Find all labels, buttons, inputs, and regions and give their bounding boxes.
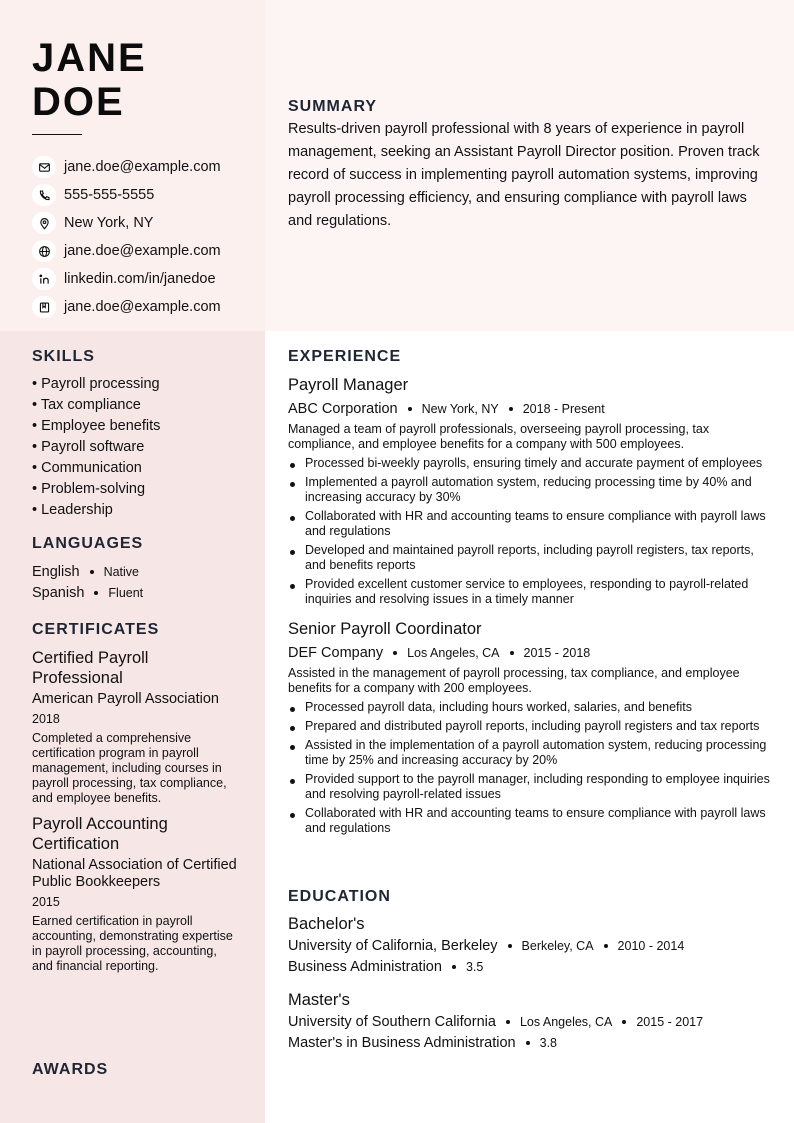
certificate-item bbox=[32, 648, 237, 806]
globe-icon bbox=[32, 240, 56, 262]
job-title: Payroll Manager bbox=[288, 376, 409, 394]
education-entry bbox=[288, 990, 774, 1053]
linkedin-icon bbox=[32, 268, 56, 290]
contact-linkedin[interactable] bbox=[32, 265, 221, 293]
skills-heading: SKILLS bbox=[32, 348, 95, 365]
certificates-heading: CERTIFICATES bbox=[32, 621, 160, 638]
job-bullet: Processed payroll data, including hours worked, salaries, and benefits bbox=[288, 700, 774, 715]
certificate-name: Payroll Accounting Certification bbox=[32, 815, 168, 853]
skill-item: • Payroll processing bbox=[32, 376, 160, 392]
degree: Bachelor's bbox=[288, 915, 365, 933]
first-name: JANE bbox=[32, 36, 147, 80]
certificate-year: 2015 bbox=[32, 895, 60, 909]
certificate-description: Completed a comprehensive certification program in payroll management, including courses in payroll processing, tax compliance, and employee benefits. bbox=[32, 731, 227, 805]
certificate-description: Earned certification in payroll accounting, demonstrating expertise in payroll processing, accounting, and financial reporting. bbox=[32, 914, 233, 973]
job-entry bbox=[288, 619, 774, 836]
contact-list bbox=[32, 153, 221, 321]
skill-item: • Tax compliance bbox=[32, 397, 141, 413]
field-of-study: Business Administration bbox=[288, 958, 442, 975]
school-location: Los Angeles, CA bbox=[519, 1014, 613, 1029]
experience-list bbox=[288, 375, 774, 848]
summary-heading: SUMMARY bbox=[288, 98, 378, 115]
skill-item: • Problem-solving bbox=[32, 481, 146, 497]
job-bullet: Collaborated with HR and accounting teams to ensure compliance with payroll laws and regulations bbox=[288, 509, 774, 539]
location-pin-icon bbox=[32, 212, 56, 234]
education-field-row bbox=[288, 1032, 774, 1053]
separator-dot bbox=[506, 1020, 510, 1024]
certificate-item bbox=[32, 814, 237, 974]
school-location: Berkeley, CA bbox=[521, 938, 594, 953]
certificate-issuer: American Payroll Association bbox=[32, 691, 219, 707]
language-item bbox=[32, 561, 143, 582]
skills-list bbox=[32, 374, 160, 521]
contact-email[interactable] bbox=[32, 153, 221, 181]
certificate-name: Certified Payroll Professional bbox=[32, 649, 149, 687]
education-list bbox=[288, 914, 774, 1066]
contact-location bbox=[32, 209, 221, 237]
language-name: Spanish bbox=[32, 584, 85, 601]
languages-list bbox=[32, 561, 143, 603]
job-bullet: Implemented a payroll automation system, reducing processing time by 40% and increasing accuracy by 30% bbox=[288, 475, 774, 505]
job-location: Los Angeles, CA bbox=[407, 645, 500, 660]
separator-dot bbox=[604, 944, 608, 948]
education-field-row bbox=[288, 956, 774, 977]
job-title: Senior Payroll Coordinator bbox=[288, 620, 482, 638]
job-location: New York, NY bbox=[421, 401, 499, 416]
education-entry bbox=[288, 914, 774, 977]
separator-dot bbox=[393, 651, 397, 655]
certificate-year: 2018 bbox=[32, 712, 60, 726]
job-meta bbox=[288, 397, 774, 420]
education-meta bbox=[288, 1011, 774, 1032]
awards-heading: AWARDS bbox=[32, 1061, 109, 1078]
job-meta bbox=[288, 641, 774, 664]
contact-website-text: jane.doe@example.com bbox=[64, 243, 221, 259]
language-item bbox=[32, 582, 143, 603]
bookmark-icon bbox=[32, 296, 56, 318]
job-summary: Managed a team of payroll professionals, overseeing payroll processing, tax compliance, and employee benefits for a company with 500 employees. bbox=[288, 422, 710, 451]
separator-dot bbox=[90, 570, 94, 574]
education-meta bbox=[288, 935, 774, 956]
contact-phone[interactable] bbox=[32, 181, 221, 209]
company-name: ABC Corporation bbox=[288, 400, 398, 417]
phone-icon bbox=[32, 184, 56, 206]
language-level: Native bbox=[103, 564, 139, 579]
job-bullet: Collaborated with HR and accounting teams to ensure compliance with payroll laws and regulations bbox=[288, 806, 774, 836]
separator-dot bbox=[508, 944, 512, 948]
job-summary: Assisted in the management of payroll processing, tax compliance, and employee benefits for a company with 200 employees. bbox=[288, 666, 740, 695]
job-bullets bbox=[288, 700, 774, 836]
job-bullet: Assisted in the implementation of a payroll automation system, reducing processing time by 25% and increasing accuracy by 20% bbox=[288, 738, 774, 768]
job-entry bbox=[288, 375, 774, 607]
contact-phone-text: 555-555-5555 bbox=[64, 187, 155, 203]
contact-email-text: jane.doe@example.com bbox=[64, 159, 221, 175]
contact-website[interactable] bbox=[32, 237, 221, 265]
languages-heading: LANGUAGES bbox=[32, 535, 144, 552]
skill-item: • Communication bbox=[32, 460, 142, 476]
field-of-study: Master's in Business Administration bbox=[288, 1034, 516, 1051]
gpa: 3.5 bbox=[465, 959, 484, 974]
job-bullets bbox=[288, 456, 774, 607]
school-name: University of California, Berkeley bbox=[288, 937, 498, 954]
skill-item: • Payroll software bbox=[32, 439, 145, 455]
separator-dot bbox=[510, 651, 514, 655]
contact-portfolio-text: jane.doe@example.com bbox=[64, 299, 221, 315]
separator-dot bbox=[452, 965, 456, 969]
job-dates: 2015 - 2018 bbox=[523, 645, 591, 660]
summary-text: Results-driven payroll professional with 8 years of experience in payroll management, seeking an Assistant Payroll Director position. Proven track record of success in implementing payroll automation systems, improving payroll processing efficiency, and ensuring compliance with payroll laws and regulations. bbox=[288, 121, 760, 229]
job-bullet: Processed bi-weekly payrolls, ensuring timely and accurate payment of employees bbox=[288, 456, 774, 471]
candidate-name bbox=[32, 36, 147, 124]
gpa: 3.8 bbox=[539, 1035, 558, 1050]
school-name: University of Southern California bbox=[288, 1013, 496, 1030]
last-name: DOE bbox=[32, 80, 125, 124]
job-bullet: Provided excellent customer service to employees, responding to payroll-related inquiries and resolving issues in a timely manner bbox=[288, 577, 774, 607]
mail-icon bbox=[32, 156, 56, 178]
separator-dot bbox=[509, 407, 513, 411]
skill-item: • Leadership bbox=[32, 502, 113, 518]
job-bullet: Prepared and distributed payroll reports, including payroll registers and tax reports bbox=[288, 719, 774, 734]
contact-portfolio[interactable] bbox=[32, 293, 221, 321]
skill-item: • Employee benefits bbox=[32, 418, 161, 434]
job-bullet: Developed and maintained payroll reports, including payroll registers, tax reports, and benefits reports bbox=[288, 543, 774, 573]
education-dates: 2010 - 2014 bbox=[617, 938, 685, 953]
education-heading: EDUCATION bbox=[288, 888, 391, 905]
language-name: English bbox=[32, 563, 80, 580]
certificates-list bbox=[32, 648, 237, 982]
contact-linkedin-text: linkedin.com/in/janedoe bbox=[64, 271, 216, 287]
separator-dot bbox=[408, 407, 412, 411]
company-name: DEF Company bbox=[288, 644, 384, 661]
separator-dot bbox=[526, 1041, 530, 1045]
separator-dot bbox=[94, 591, 98, 595]
name-divider bbox=[32, 134, 82, 135]
separator-dot bbox=[622, 1020, 626, 1024]
experience-heading: EXPERIENCE bbox=[288, 348, 402, 365]
job-bullet: Provided support to the payroll manager, including responding to employee inquiries and resolving payroll-related issues bbox=[288, 772, 774, 802]
degree: Master's bbox=[288, 991, 350, 1009]
certificate-issuer: National Association of Certified Public Bookkeepers bbox=[32, 857, 237, 890]
contact-location-text: New York, NY bbox=[64, 215, 154, 231]
language-level: Fluent bbox=[108, 585, 144, 600]
education-dates: 2015 - 2017 bbox=[636, 1014, 704, 1029]
job-dates: 2018 - Present bbox=[522, 401, 605, 416]
